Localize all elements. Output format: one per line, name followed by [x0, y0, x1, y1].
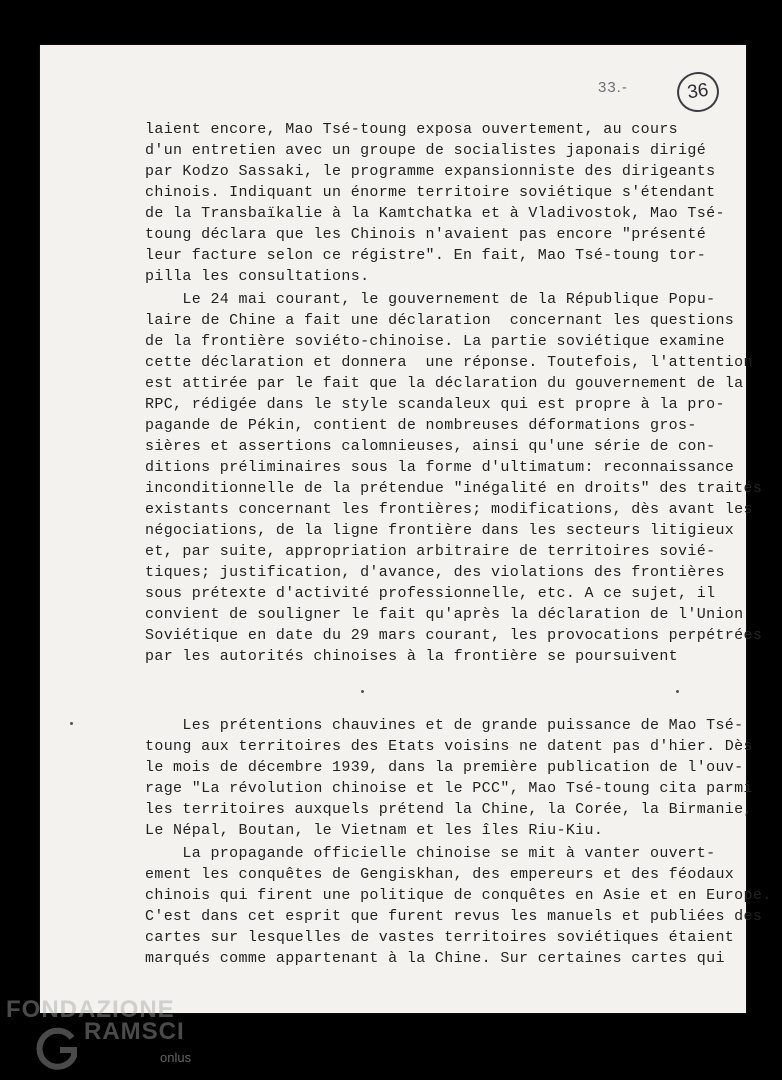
text-line: inconditionnelle de la prétendue "inégalité en droits" des traités: [145, 480, 763, 497]
text-line: toung déclara que les Chinois n'avaient pas encore "présenté: [145, 226, 707, 243]
stray-mark: [676, 690, 679, 693]
text-line: leur facture selon ce régistre". En fait, Mao Tsé-toung tor-: [145, 247, 707, 264]
text-line: cartes sur lesquelles de vastes territoires soviétiques étaient: [145, 929, 735, 946]
text-line: Le 24 mai courant, le gouvernement de la République Popu-: [145, 291, 716, 308]
text-line: convient de souligner le fait qu'après la déclaration de l'Union: [145, 606, 744, 623]
text-line: d'un entretien avec un groupe de socialistes japonais dirigé: [145, 142, 707, 159]
archive-number-stamp: 36: [674, 69, 721, 114]
text-line: Les prétentions chauvines et de grande puissance de Mao Tsé-: [145, 717, 744, 734]
stray-mark: [361, 690, 364, 693]
text-line: ditions préliminaires sous la forme d'ultimatum: reconnaissance: [145, 459, 735, 476]
text-line: C'est dans cet esprit que furent revus les manuels et publiées des: [145, 908, 763, 925]
text-line: RPC, rédigée dans le style scandaleux qui est propre à la pro-: [145, 396, 725, 413]
text-line: est attirée par le fait que la déclaration du gouvernement de la: [145, 375, 744, 392]
text-line: et, par suite, appropriation arbitraire de territoires sovié-: [145, 543, 716, 560]
text-line: négociations, de la ligne frontière dans les secteurs litigieux: [145, 522, 735, 539]
text-line: sous prétexte d'activité professionnelle, etc. A ce sujet, il: [145, 585, 716, 602]
text-line: par les autorités chinoises à la frontière se poursuivent: [145, 648, 679, 665]
stray-mark: [70, 722, 73, 725]
text-line: laire de Chine a fait une déclaration concernant les questions: [145, 312, 735, 329]
text-line: rage "La révolution chinoise et le PCC", Mao Tsé-toung cita parmi: [145, 780, 753, 797]
text-line: le mois de décembre 1939, dans la première publication de l'ouv-: [145, 759, 744, 776]
watermark-line-1: FONDAZIONE: [6, 996, 175, 1023]
text-line: toung aux territoires des Etats voisins ne datent pas d'hier. Dès: [145, 738, 753, 755]
text-line: existants concernant les frontières; modifications, dès avant les: [145, 501, 753, 518]
text-line: de la frontière soviéto-chinoise. La partie soviétique examine: [145, 333, 725, 350]
text-line: pagande de Pékin, contient de nombreuses déformations gros-: [145, 417, 697, 434]
fondazione-gramsci-watermark: [6, 996, 216, 1080]
text-line: Le Népal, Boutan, le Vietnam et les îles Riu-Kiu.: [145, 822, 604, 839]
text-line: laient encore, Mao Tsé-toung exposa ouvertement, au cours: [145, 121, 679, 138]
text-line: ement les conquêtes de Gengiskhan, des empereurs et des féodaux: [145, 866, 735, 883]
page-number: 33.-: [598, 79, 628, 96]
text-line: chinois qui firent une politique de conquêtes en Asie et en Europe.: [145, 887, 772, 904]
text-line: de la Transbaïkalie à la Kamtchatka et à Vladivostok, Mao Tsé-: [145, 205, 725, 222]
text-line: sières et assertions calomnieuses, ainsi qu'une série de con-: [145, 438, 716, 455]
watermark-line-2: RAMSCI: [84, 1018, 185, 1045]
text-line: marqués comme appartenant à la Chine. Sur certaines cartes qui: [145, 950, 725, 967]
text-line: Soviétique en date du 29 mars courant, les provocations perpétrées: [145, 627, 763, 644]
g-logo-icon: [32, 1026, 82, 1070]
text-line: chinois. Indiquant un énorme territoire soviétique s'étendant: [145, 184, 716, 201]
text-line: par Kodzo Sassaki, le programme expansionniste des dirigeants: [145, 163, 716, 180]
text-line: pilla les consultations.: [145, 268, 370, 285]
text-line: tiques; justification, d'avance, des violations des frontières: [145, 564, 725, 581]
watermark-line-3: onlus: [160, 1050, 192, 1065]
text-line: cette déclaration et donnera une réponse. Toutefois, l'attention: [145, 354, 753, 371]
text-line: les territoires auxquels prétend la Chine, la Corée, la Birmanie,: [145, 801, 753, 818]
text-line: La propagande officielle chinoise se mit à vanter ouvert-: [145, 845, 716, 862]
